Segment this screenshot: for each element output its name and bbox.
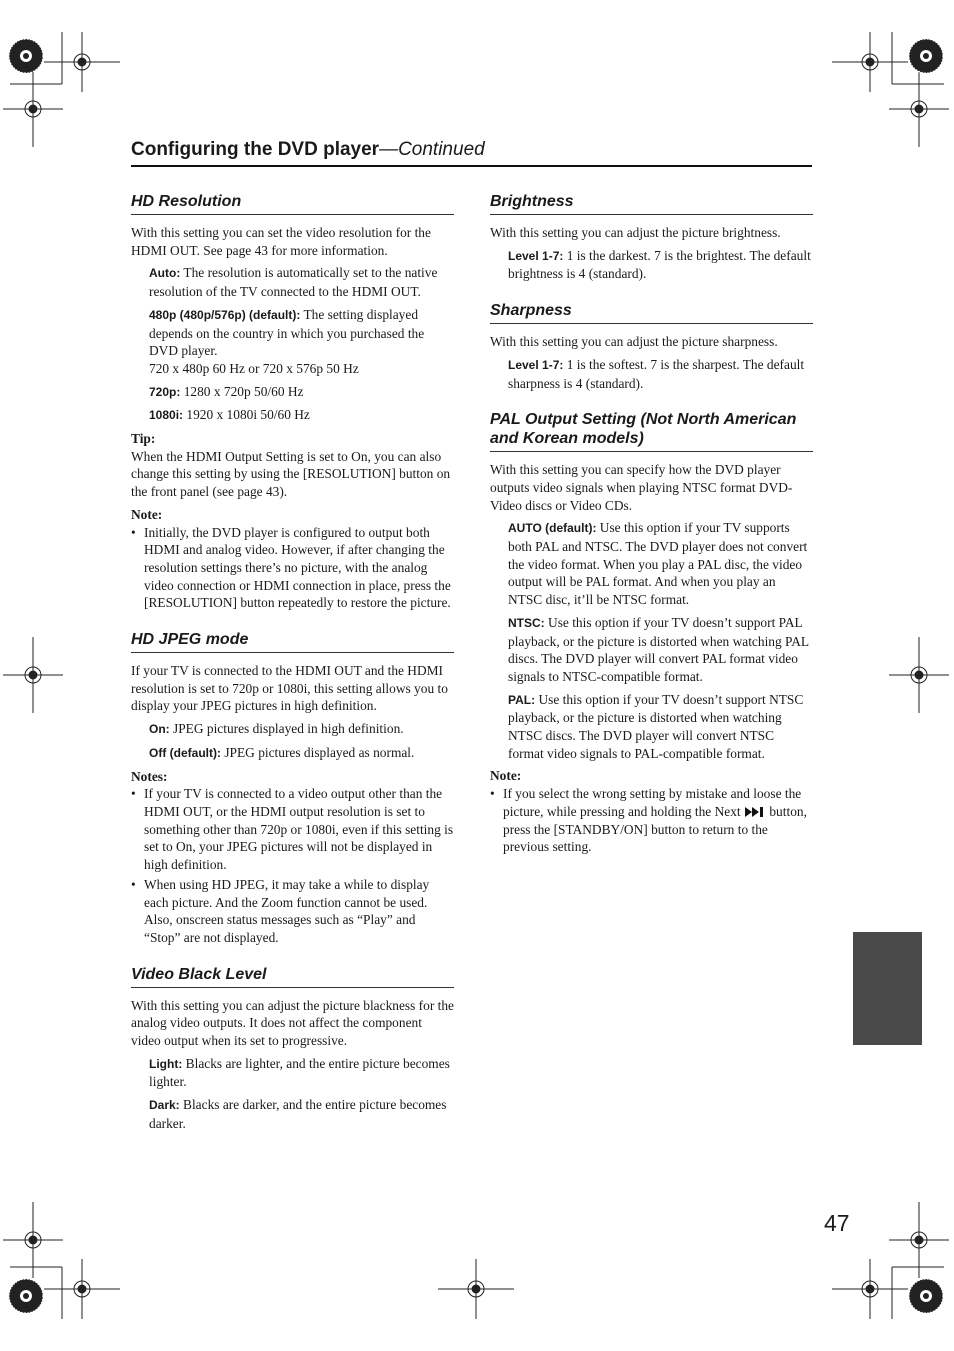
option-ntsc [508, 614, 813, 686]
option-text: JPEG pictures displayed as normal. [220, 744, 415, 760]
section-title: HD Resolution [131, 192, 454, 215]
option-label: On: [149, 722, 170, 737]
note-item [490, 785, 813, 856]
option-dark [149, 1096, 454, 1132]
option-480p [149, 306, 454, 378]
option-text: Blacks are darker, and the entire picture becomes darker. [149, 1097, 447, 1131]
section-intro: With this setting you can adjust the picture sharpness. [490, 334, 778, 350]
option-label: Level 1-7: [508, 248, 564, 263]
left-column [131, 192, 454, 1151]
section-intro: With this setting you can adjust the picture brightness. [490, 225, 781, 240]
section-title: Video Black Level [131, 965, 454, 988]
section-title: Sharpness [490, 301, 813, 324]
option-text: Use this option if your TV doesn’t support NTSC playback, or the picture is distorted when watching NTSC discs. The DVD player will convert NTSC format video signals to PAL-compatible format. [508, 691, 804, 761]
note-text-before: If you select the wrong setting by mistake and loose the picture, while pressing and holding the Next [503, 786, 802, 819]
section-title: HD JPEG mode [131, 630, 454, 653]
option-label: 720p: [149, 384, 181, 399]
option-label: 1080i: [149, 408, 184, 423]
option-label: Light: [149, 1056, 183, 1071]
section-hd-jpeg [131, 630, 454, 947]
section-intro: With this setting you can set the video resolution for the HDMI OUT. See page 43 for more information. [131, 225, 431, 258]
notes-heading: Notes: [131, 768, 168, 784]
header-title: Configuring the DVD player [131, 139, 380, 160]
option-label: NTSC: [508, 615, 545, 630]
note-list [131, 524, 454, 613]
option-on [149, 720, 454, 739]
right-column [490, 192, 813, 874]
option-text: 1280 x 720p 50/60 Hz [180, 383, 304, 399]
option-label: PAL: [508, 692, 536, 707]
note-heading: Note: [490, 768, 522, 784]
option-720p [149, 383, 454, 402]
option-label: Off (default): [149, 745, 221, 760]
option-off [149, 744, 454, 763]
option-label: Level 1-7: [508, 357, 564, 372]
option-text: JPEG pictures displayed in high definition. [169, 721, 404, 737]
note-item: • Initially, the DVD player is configured to output both HDMI and analog video. However, if after changing the resolution settings there’s no picture, with the analog video connection or HDMI connection in place, press the [RESOLUTION] button repeatedly to restore the picture. [131, 524, 454, 613]
section-intro: With this setting you can adjust the picture blackness for the analog video outputs. It does not affect the component video output when its set to progressive. [131, 997, 454, 1049]
note-heading: Note: [131, 506, 163, 522]
option-label: Dark: [149, 1098, 180, 1113]
option-label: Auto: [149, 266, 181, 281]
section-intro: If your TV is connected to the HDMI OUT and the HDMI resolution is set to 720p or 1080i, this setting allows you to display your JPEG pictures in high definition. [131, 663, 448, 714]
option-level [508, 247, 813, 283]
section-video-black-level [131, 965, 454, 1133]
note-list [131, 785, 454, 946]
header-continued: —Continued [379, 139, 485, 160]
section-pal-output [490, 410, 813, 856]
note-item: • If your TV is connected to a video output other than the HDMI OUT, or the HDMI output resolution is set to something other than 720p or 1080i, even if this setting is set to On, your JPEG pictures will not be displayed in high definition. [131, 785, 454, 874]
section-hd-resolution [131, 192, 454, 612]
option-text: Use this option if your TV doesn’t support PAL playback, or the picture is distorted when watching PAL discs. The DVD player will convert PAL format video signals to NTSC-compatible format. [508, 614, 809, 684]
next-track-icon [745, 807, 765, 817]
option-extra: 720 x 480p 60 Hz or 720 x 576p 50 Hz [149, 360, 359, 376]
page-number: 47 [824, 1210, 850, 1236]
option-auto [149, 264, 454, 300]
note-text-after: button, press the [STANDBY/ON] button to return to the previous setting. [503, 803, 807, 855]
option-text: Blacks are lighter, and the entire picture becomes lighter. [149, 1055, 450, 1090]
section-sharpness [490, 301, 813, 392]
section-title: Brightness [490, 192, 813, 215]
option-pal [508, 691, 813, 763]
section-intro: With this setting you can specify how the DVD player outputs video signals when playing NTSC format DVD-Video discs or Video CDs. [490, 462, 793, 513]
option-text: Use this option if your TV supports both PAL and NTSC. The DVD player does not convert the video format. When you play a PAL disc, the video output will be PAL format. And when you play an NTSC disc, it’ll be NTSC format. [508, 520, 808, 608]
option-1080i [149, 406, 454, 425]
note-list [490, 785, 813, 856]
chapter-tab [853, 932, 922, 1045]
section-title: PAL Output Setting (Not North American and Korean models) [490, 410, 813, 452]
section-brightness [490, 192, 813, 283]
note-item: • When using HD JPEG, it may take a while to display each picture. And the Zoom function cannot be used. Also, onscreen status messages such as “Play” and “Stop” are not displayed. [131, 876, 454, 947]
option-text: 1 is the softest. 7 is the sharpest. The default sharpness is 4 (standard). [508, 356, 805, 391]
option-label: 480p (480p/576p) (default): [149, 307, 301, 322]
tip-text: When the HDMI Output Setting is set to On, you can also change this setting by using the [RESOLUTION] button on the front panel (see page 43). [131, 448, 451, 500]
page-header [131, 139, 812, 167]
option-text: 1920 x 1080i 50/60 Hz [183, 407, 310, 423]
option-auto [508, 519, 813, 609]
option-text: The setting displayed depends on the country in which you purchased the DVD player. [149, 306, 425, 359]
option-label: AUTO (default): [508, 521, 597, 536]
option-text: The resolution is automatically set to the native resolution of the TV connected to the HDMI OUT. [149, 265, 438, 300]
option-text: 1 is the darkest. 7 is the brightest. The default brightness is 4 (standard). [508, 247, 811, 282]
option-light [149, 1055, 454, 1091]
option-level [508, 356, 813, 392]
tip-heading: Tip: [131, 431, 156, 447]
